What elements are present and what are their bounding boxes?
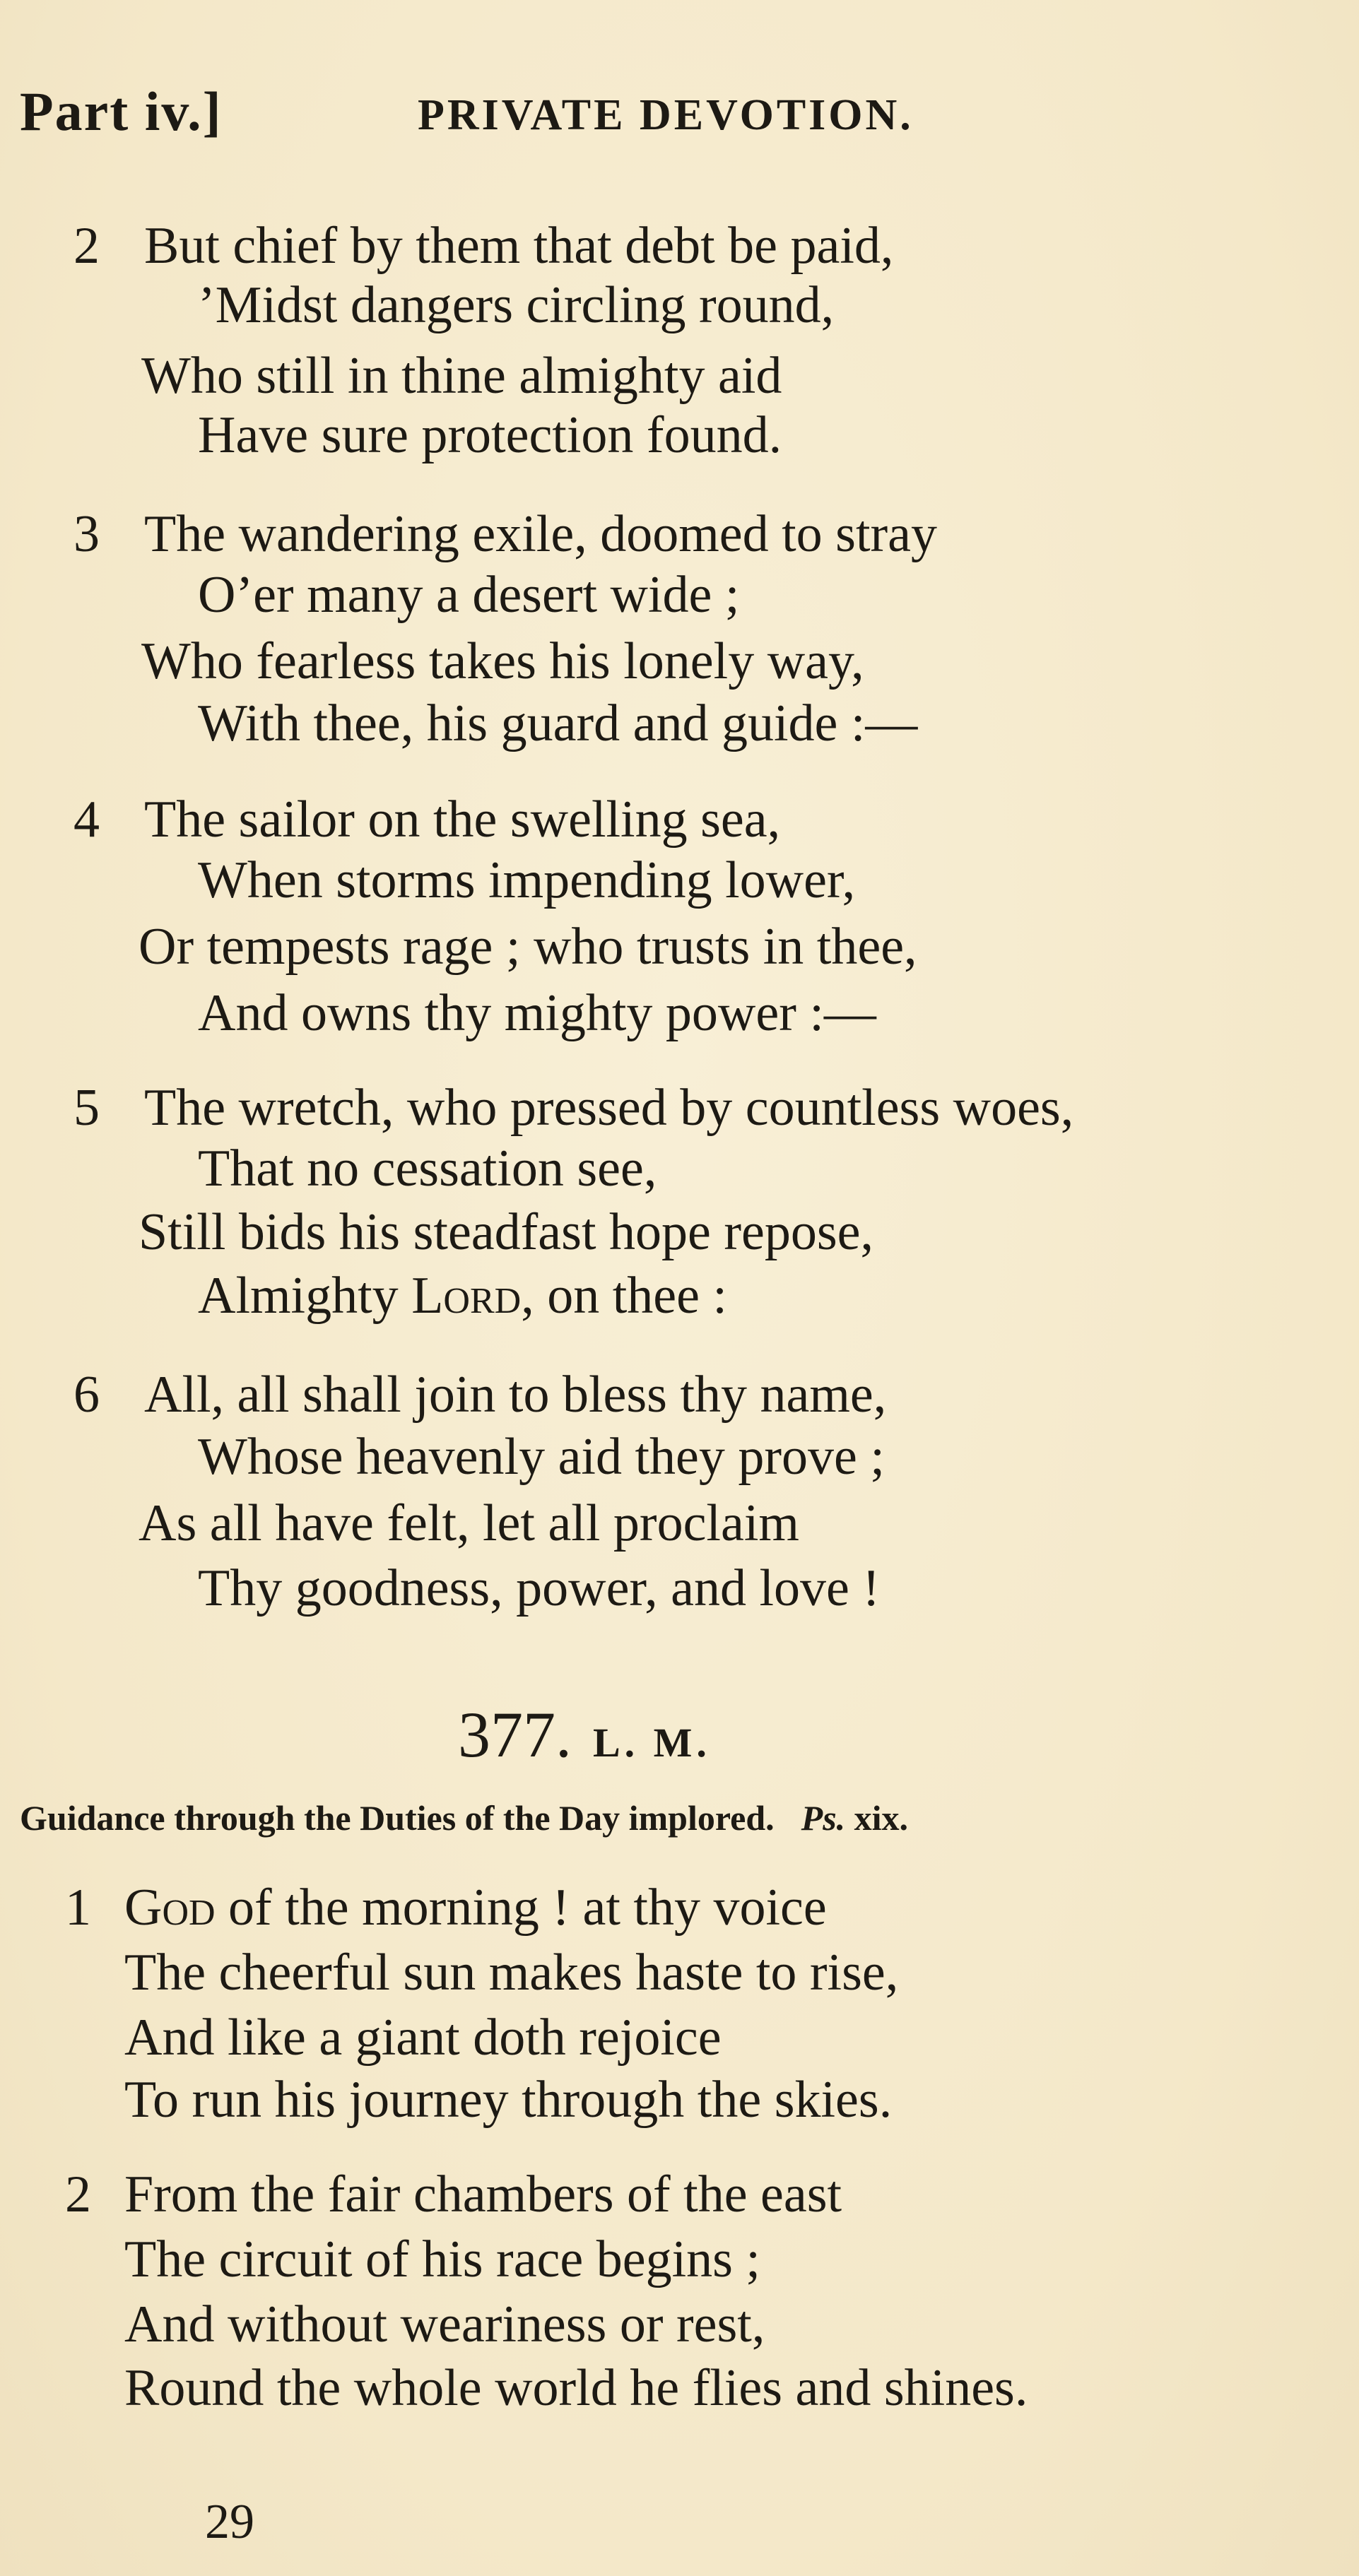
verse-line: As all have felt, let all proclaim bbox=[139, 1494, 799, 1552]
verse-line: O’er many a desert wide ; bbox=[198, 566, 740, 624]
verse-line-part: , on thee : bbox=[521, 1267, 727, 1325]
stanza-number: 2 bbox=[73, 217, 100, 275]
verse-line: All, all shall join to bless thy name, bbox=[144, 1366, 887, 1424]
verse-line: But chief by them that debt be paid, bbox=[144, 217, 894, 275]
verse-line: The cheerful sun makes haste to rise, bbox=[124, 1944, 899, 2002]
verse-line: Who still in thine almighty aid bbox=[141, 347, 782, 405]
verse-line: Still bids his steadfast hope repose, bbox=[139, 1203, 873, 1261]
verse-line: Thy goodness, power, and love ! bbox=[198, 1559, 880, 1617]
stanza-number: 3 bbox=[73, 505, 100, 563]
verse-line bbox=[124, 1872, 827, 1943]
verse-line: And like a giant doth rejoice bbox=[124, 2009, 722, 2067]
divine-name: Lord bbox=[411, 1267, 522, 1325]
divine-name: God bbox=[124, 1879, 216, 1937]
verse-line: With thee, his guard and guide :— bbox=[198, 695, 918, 752]
verse-line: The wretch, who pressed by countless woes, bbox=[144, 1079, 1074, 1137]
verse-line: And without weariness or rest, bbox=[124, 2296, 765, 2353]
verse-line: Or tempests rage ; who trusts in thee, bbox=[139, 918, 917, 976]
verse-line: Round the whole world he flies and shines. bbox=[124, 2359, 1028, 2417]
stanza-number: 4 bbox=[73, 791, 100, 849]
scripture-reference-abbr: Ps. bbox=[801, 1798, 846, 1838]
verse-line: The sailor on the swelling sea, bbox=[144, 791, 781, 849]
verse-line: To run his journey through the skies. bbox=[124, 2071, 893, 2129]
page-number: 29 bbox=[205, 2495, 254, 2549]
hymn-subtitle-text: Guidance through the Duties of the Day implored. bbox=[20, 1798, 775, 1838]
verse-line: Whose heavenly aid they prove ; bbox=[198, 1428, 885, 1486]
stanza-number: 2 bbox=[65, 2166, 91, 2223]
stanza-number: 1 bbox=[65, 1879, 91, 1937]
hymn-meter: L. M. bbox=[593, 1720, 711, 1766]
verse-line: When storms impending lower, bbox=[198, 851, 856, 909]
hymn-heading bbox=[458, 1696, 711, 1782]
verse-line bbox=[198, 1260, 727, 1331]
part-label: Part iv.] bbox=[20, 81, 223, 142]
verse-line: The wandering exile, doomed to stray bbox=[144, 505, 937, 563]
verse-line: And owns thy mighty power :— bbox=[198, 984, 876, 1042]
stanza-number: 5 bbox=[73, 1079, 100, 1137]
section-title: PRIVATE DEVOTION. bbox=[418, 91, 914, 139]
verse-line: From the fair chambers of the east bbox=[124, 2166, 842, 2223]
hymn-subtitle bbox=[20, 1786, 908, 1850]
verse-line-part: of the morning ! at thy voice bbox=[215, 1879, 827, 1937]
verse-line: That no cessation see, bbox=[198, 1140, 657, 1198]
verse-line: ’Midst dangers circling round, bbox=[198, 276, 835, 334]
verse-line: Who fearless takes his lonely way, bbox=[141, 632, 864, 690]
verse-line: The circuit of his race begins ; bbox=[124, 2231, 760, 2288]
stanza-number: 6 bbox=[73, 1366, 100, 1424]
hymn-number: 377. bbox=[458, 1698, 572, 1771]
verse-line: Have sure protection found. bbox=[198, 406, 782, 464]
scripture-reference: xix. bbox=[854, 1798, 909, 1838]
running-header bbox=[20, 76, 1306, 147]
verse-line-part: Almighty bbox=[198, 1267, 412, 1325]
